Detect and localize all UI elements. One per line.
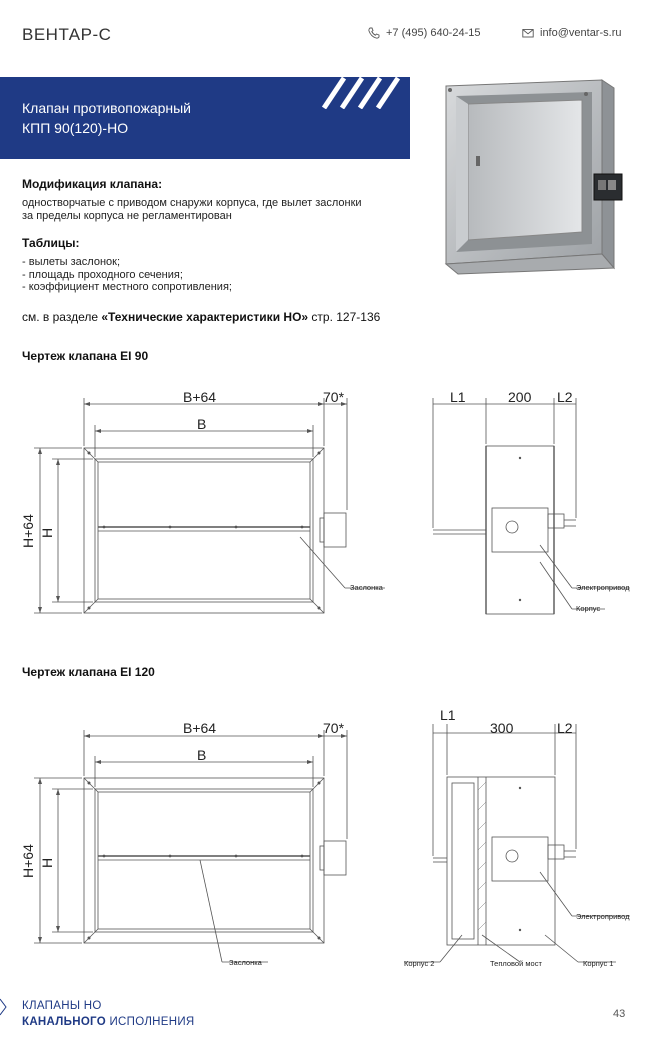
list-item: - площадь проходного сечения;	[22, 268, 183, 281]
drawing2-dim-h: H	[39, 857, 55, 868]
drawing1-label-damper: Заслонка	[350, 583, 383, 592]
phone-contact[interactable]	[368, 27, 480, 39]
section-reference	[22, 310, 380, 324]
drawing1-dim-200: 200	[508, 389, 532, 405]
drawing1-dim-l2: L2	[557, 389, 573, 405]
drawing2-label-actuator: Электропривод	[576, 912, 630, 921]
footer-line1: КЛАПАНЫ НО	[22, 1000, 102, 1012]
drawing2-dim-b: B	[197, 747, 207, 763]
drawing1-svg	[0, 380, 668, 630]
product-title-line1: Клапан противопожарный	[22, 100, 192, 116]
drawing2-dim-l2: L2	[557, 720, 573, 736]
drawing2-dim-b64: B+64	[183, 720, 217, 736]
email-contact[interactable]	[522, 27, 621, 39]
list-item: - вылеты заслонок;	[22, 256, 121, 268]
drawing1-label-actuator: Электропривод	[576, 583, 630, 592]
product-title-line2: КПП 90(120)-НО	[22, 120, 129, 136]
list-item: - коэффициент местного сопротивления;	[22, 281, 232, 293]
drawing2-svg	[0, 700, 668, 972]
footer-rest: ИСПОЛНЕНИЯ	[105, 1016, 195, 1028]
page-number: 43	[613, 1008, 626, 1020]
product-photo	[440, 78, 630, 278]
drawing2-label-damper: Заслонка	[229, 958, 262, 967]
drawing1-dim-b64: B+64	[183, 389, 217, 405]
reference-pages: стр. 127-136	[308, 310, 381, 324]
modification-text	[22, 197, 362, 222]
drawing2-label-body2: Корпус 2	[404, 959, 435, 968]
drawing2-label-bridge: Тепловой мост	[490, 959, 542, 968]
reference-link[interactable]: «Технические характеристики НО»	[101, 310, 309, 324]
footer-bold: КАНАЛЬНОГО	[22, 1016, 106, 1028]
stripes-decoration	[320, 77, 410, 109]
drawing2-label-body1: Корпус 1	[583, 959, 614, 968]
drawing1-outer-frame	[84, 448, 324, 613]
footer-chevron-icon	[0, 998, 10, 1016]
drawing2-dim-h64: H+64	[20, 844, 36, 878]
phone-number: +7 (495) 640-24-15	[386, 27, 481, 39]
tables-heading: Таблицы:	[22, 236, 80, 250]
drawing1-title: Чертеж клапана EI 90	[22, 349, 149, 363]
footer-line2	[22, 1016, 195, 1028]
mail-icon	[522, 27, 534, 39]
drawing1-dim-l1: L1	[450, 389, 466, 405]
modification-heading: Модификация клапана:	[22, 177, 163, 191]
drawing1-label-body: Корпус	[576, 604, 601, 613]
modification-line2: за пределы корпуса не регламентирован	[22, 209, 232, 222]
drawing2-dim-l1: L1	[440, 707, 456, 723]
drawing1-dim-h: H	[39, 527, 55, 538]
reference-prefix: см. в разделе	[22, 310, 102, 324]
phone-icon	[368, 27, 380, 39]
email-address: info@ventar-s.ru	[540, 27, 622, 39]
drawing2-title: Чертеж клапана EI 120	[22, 665, 155, 679]
drawing2-dim-70: 70*	[323, 720, 345, 736]
product-title	[22, 98, 191, 138]
modification-line1: одностворчатые с приводом снаружи корпуса, где вылет заслонки	[22, 197, 362, 209]
tables-list	[22, 256, 232, 294]
drawing1-dim-b: B	[197, 416, 207, 432]
drawing1-dim-70: 70*	[323, 389, 345, 405]
brand-name: ВЕНТАР-С	[22, 25, 112, 44]
drawing1-dim-h64: H+64	[20, 514, 36, 548]
drawing2-dim-300: 300	[490, 720, 514, 736]
